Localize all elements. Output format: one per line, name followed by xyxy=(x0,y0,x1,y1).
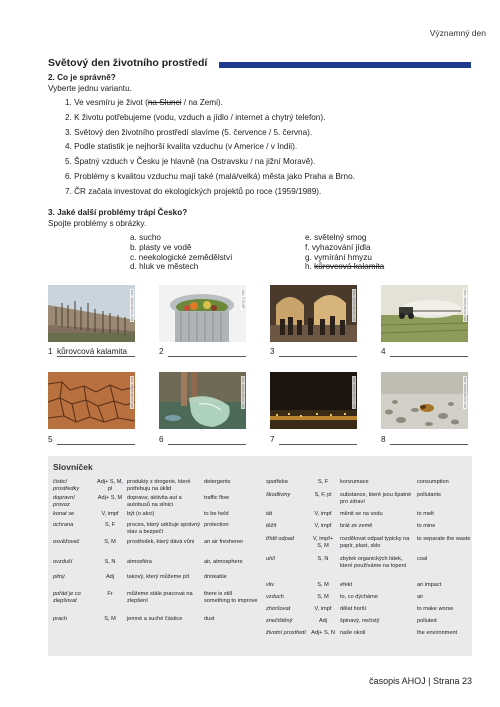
answer-blank-2[interactable] xyxy=(159,346,246,358)
statement-text: Špatný vzduch v Česku je hlavně (na Ostravsku / na jižní Moravě). xyxy=(74,157,316,167)
vocab-term: dopravní provoz xyxy=(53,495,75,509)
vocab-english: air xyxy=(417,594,424,600)
vocab-definition: můžeme stále pracovat na zlepšení xyxy=(127,591,193,605)
blank-line xyxy=(390,356,468,357)
vocab-english: pollutants xyxy=(417,492,441,498)
vocab-definition: konzumace xyxy=(340,479,369,485)
vocab-definition: prostředek, který dává vůni xyxy=(127,539,195,545)
page-section-label: Významný den xyxy=(429,28,486,38)
blank-line xyxy=(279,444,357,445)
exercise-2-title: 2. Co je správně? xyxy=(48,73,116,82)
blank-number: 2 xyxy=(159,347,164,356)
statement-number: 6. xyxy=(65,171,72,181)
vocab-grammar: S, M xyxy=(317,582,329,588)
page-footer: časopis AHOJ | Strana 23 xyxy=(369,676,472,686)
vocab-english: there is still something to improve xyxy=(204,591,258,605)
answer-blank-1[interactable] xyxy=(48,346,135,358)
vocab-english: detergents xyxy=(204,479,231,485)
option-a: a. sucho xyxy=(130,233,161,242)
section-title: Světový den životního prostředí xyxy=(48,57,208,69)
vocab-english: polluted xyxy=(417,618,437,624)
blank-number: 3 xyxy=(270,347,275,356)
vocab-definition: proces, který udržuje správný stav a bezpečí xyxy=(127,522,201,536)
vocab-term: vliv xyxy=(266,582,275,588)
statement-text: K životu potřebujeme (vodu, vzduch a jídlo / internet a chytrý telefon). xyxy=(74,112,326,122)
blank-answer: kůrovcová kalamita xyxy=(57,347,128,356)
vocab-definition: to, co dýcháme xyxy=(340,594,378,600)
answer-blank-3[interactable] xyxy=(270,346,357,358)
vocab-definition: efekt xyxy=(340,582,353,588)
answer-blank-7[interactable] xyxy=(270,434,357,446)
vocab-term: spotřeba xyxy=(266,479,288,485)
vocab-english: to melt xyxy=(417,511,434,517)
blank-number: 5 xyxy=(48,435,53,444)
vocab-term: škodliviny xyxy=(266,492,291,498)
statement-text: Světový den životního prostředí slavíme (5. července / 5. června). xyxy=(74,127,313,137)
vocab-grammar: S, M xyxy=(317,594,329,600)
vocab-grammar: Adj+ S, M xyxy=(97,495,123,501)
vocab-grammar: S, M xyxy=(104,539,116,545)
plastic-bag-water-illustration xyxy=(159,372,246,429)
vocab-term: znečištěný xyxy=(266,618,293,624)
vocab-term: životní prostředí xyxy=(266,630,306,636)
photo-credit: foto: shutterstock.com xyxy=(352,377,356,409)
exercise-2-statements xyxy=(65,96,475,200)
statement-text-end: / na Zemi). xyxy=(181,98,223,107)
vocab-grammar: Fr xyxy=(107,591,113,597)
option-g: g. vymírání hmyzu xyxy=(305,252,372,262)
cracked-earth-illustration xyxy=(48,372,135,429)
option-h-letter: h. xyxy=(305,262,315,272)
statement-text: Problémy s kvalitou vzduchu mají také (malá/velká) města jako Praha a Brno. xyxy=(74,171,355,181)
vocab-term: uhlí xyxy=(266,556,276,562)
statement-text-start: Ve vesmíru je život ( xyxy=(74,98,148,107)
photo-2-food-waste xyxy=(159,285,246,342)
vocab-term: ochrana xyxy=(53,522,74,528)
option-d: d. hluk ve městech xyxy=(130,262,199,272)
blank-line xyxy=(168,444,246,445)
photo-1-dead-forest xyxy=(48,285,135,342)
photo-8-insect-dying xyxy=(381,372,468,429)
answer-blank-8[interactable] xyxy=(381,434,468,446)
statement-6[interactable] xyxy=(65,170,475,185)
vocab-grammar: S, F xyxy=(317,479,329,485)
photo-credit: foto: shutterstock.com xyxy=(463,377,467,409)
blank-line xyxy=(390,444,468,445)
title-accent-bar xyxy=(219,62,471,68)
vocab-definition: jemné a suché částice xyxy=(127,616,183,622)
blank-number: 4 xyxy=(381,347,386,356)
vocab-term: tát xyxy=(266,511,273,517)
vocab-definition: brát ze země xyxy=(340,523,373,529)
vocab-term: pořád je co zlepšovat xyxy=(53,591,81,605)
vocab-definition: špinavý, nečistý xyxy=(340,618,380,624)
vocab-english: to separate the waste xyxy=(417,536,471,542)
food-waste-bin-illustration xyxy=(159,285,246,342)
vocab-definition: doprava; aktivita aut a autobusů na silnici xyxy=(127,495,182,509)
exercise-2-heading xyxy=(48,73,132,94)
vocab-term: vzduch xyxy=(266,594,284,600)
photo-5-drought xyxy=(48,372,135,429)
statement-number: 3. xyxy=(65,127,72,137)
statement-2[interactable] xyxy=(65,111,475,126)
vocab-definition: být (o akci) xyxy=(127,511,155,517)
vocab-grammar: V, impf xyxy=(314,523,332,529)
blank-number: 1 xyxy=(48,347,53,356)
vocab-definition: atmosféra xyxy=(127,559,152,565)
vocab-grammar: V, impf xyxy=(101,511,119,517)
vocab-english: an air freshener xyxy=(204,539,244,545)
vocab-grammar: V, impf xyxy=(314,511,332,517)
vocab-term: ovzduší xyxy=(53,559,73,565)
vocab-definition: rozdělovat odpad typicky na papír, plast, sklo xyxy=(340,536,410,550)
vocab-english: consumption xyxy=(417,479,449,485)
vocab-english: to make worse xyxy=(417,606,454,612)
blank-line xyxy=(57,356,135,357)
field-spraying-illustration xyxy=(381,285,468,342)
option-f: f. vyhazování jídla xyxy=(305,242,371,252)
vocab-term: zhoršovat xyxy=(266,606,291,612)
option-h xyxy=(305,262,384,272)
vocab-english: air, atmosphere xyxy=(204,559,243,565)
answer-blank-5[interactable] xyxy=(48,434,135,446)
exercise-3-instruction: Spojte problémy s obrázky. xyxy=(48,218,147,228)
statement-3[interactable] xyxy=(65,126,475,141)
vocab-english: an impact xyxy=(417,582,442,588)
photo-credit: foto: ČTK/AP xyxy=(241,290,245,309)
statement-number: 1. xyxy=(65,98,72,107)
vocab-definition: takový, který můžeme pít xyxy=(127,574,190,580)
photo-credit: foto: shutterstock.com xyxy=(241,377,245,409)
blank-number: 7 xyxy=(270,435,275,444)
vocab-grammar: V, impf+ S, M xyxy=(312,536,334,550)
statement-1[interactable] xyxy=(65,96,475,111)
option-e: e. světelný smog xyxy=(305,233,367,242)
vocabulary-box xyxy=(48,456,472,656)
vocab-term: pitný xyxy=(53,574,65,580)
statement-number: 4. xyxy=(65,142,72,152)
vocab-grammar: S, N xyxy=(104,559,116,565)
vocab-grammar: S, N xyxy=(317,556,329,562)
vocab-english: drinkable xyxy=(204,574,227,580)
vocab-term: čisticí prostředky xyxy=(53,479,80,493)
vocab-english: dust xyxy=(204,616,215,622)
exercise-2-instruction: Vyberte jednu variantu. xyxy=(48,83,132,93)
answer-blank-6[interactable] xyxy=(159,434,246,446)
blank-number: 6 xyxy=(159,435,164,444)
statement-number: 7. xyxy=(65,186,72,196)
photo-credit: foto: shutterstock.com xyxy=(352,290,356,322)
statement-text: Podle statistik je nejhorší kvalita vzduchu (v Americe / v Indii). xyxy=(74,142,298,152)
photo-credit: foto: shutterstock.com xyxy=(130,290,134,322)
pebble-ground-illustration xyxy=(381,372,468,429)
option-b: b. plasty ve vodě xyxy=(130,242,192,252)
blank-line xyxy=(279,356,357,357)
option-h-struck-text: kůrovcová kalamita xyxy=(314,262,385,272)
vocab-definition: dělat horší xyxy=(340,606,367,612)
vocab-definition: zbytek organických látek, které používáme na topení xyxy=(340,556,407,570)
statement-text: ČR začala investovat do ekologických projektů po roce (1959/1989). xyxy=(74,186,322,196)
vocab-term: těžit xyxy=(266,523,277,529)
vocab-english: protection xyxy=(204,522,229,528)
photo-credit: foto: shutterstock.com xyxy=(463,290,467,322)
answer-blank-4[interactable] xyxy=(381,346,468,358)
vocab-term: konat se xyxy=(53,511,75,517)
option-c: c. neekologické zemědělství xyxy=(130,252,233,262)
statement-number: 5. xyxy=(65,157,72,167)
vocab-grammar: S, F xyxy=(104,522,116,528)
vocab-grammar: Adj+ S, M, pl xyxy=(97,479,123,493)
statement-number: 2. xyxy=(65,112,72,122)
vocab-grammar: S, M xyxy=(104,616,116,622)
statement-7[interactable] xyxy=(65,185,475,200)
vocab-english: traffic flow xyxy=(204,495,230,501)
photo-3-city-noise xyxy=(270,285,357,342)
vocab-definition: produkty z drogerie, které potřebuju na úklid xyxy=(127,479,191,493)
vocab-term: třídit odpad xyxy=(266,536,294,542)
blank-number: 8 xyxy=(381,435,386,444)
dead-forest-illustration xyxy=(48,285,135,342)
exercise-3-title: 3. Jaké další problémy trápí Česko? xyxy=(48,208,188,217)
busy-street-illustration xyxy=(270,285,357,342)
photo-credit: foto: shutterstock.com xyxy=(130,377,134,409)
options-right-column xyxy=(305,233,384,272)
vocab-english: to mine xyxy=(417,523,436,529)
vocab-definition: naše okolí xyxy=(340,630,366,636)
blank-line xyxy=(168,356,246,357)
photo-4-farm-spraying xyxy=(381,285,468,342)
vocab-term: prach xyxy=(53,616,67,622)
vocab-term: osvěžovač xyxy=(53,539,80,545)
vocab-grammar: Adj xyxy=(105,574,115,580)
vocab-english: coal xyxy=(417,556,428,562)
blank-line xyxy=(57,444,135,445)
vocab-grammar: Adj xyxy=(318,618,328,624)
vocab-grammar: Adj+ S, N xyxy=(311,630,335,636)
vocab-definition: substance, které jsou špatné pro zdraví xyxy=(340,492,412,506)
vocab-definition: měnit se na vodu xyxy=(340,511,383,517)
vocab-english: the environment xyxy=(417,630,458,636)
statement-4[interactable] xyxy=(65,140,475,155)
night-skyline-illustration xyxy=(270,372,357,429)
photo-7-light-pollution xyxy=(270,372,357,429)
vocab-english: to be held xyxy=(204,511,229,517)
exercise-3-heading xyxy=(48,208,187,229)
vocabulary-title: Slovníček xyxy=(53,462,93,472)
vocab-grammar: S, F, pl xyxy=(314,492,332,498)
statement-5[interactable] xyxy=(65,155,475,170)
struck-choice: na Slunci xyxy=(147,98,182,107)
options-left-column xyxy=(130,233,232,272)
vocab-grammar: V, impf xyxy=(314,606,332,612)
photo-6-plastic-in-water xyxy=(159,372,246,429)
